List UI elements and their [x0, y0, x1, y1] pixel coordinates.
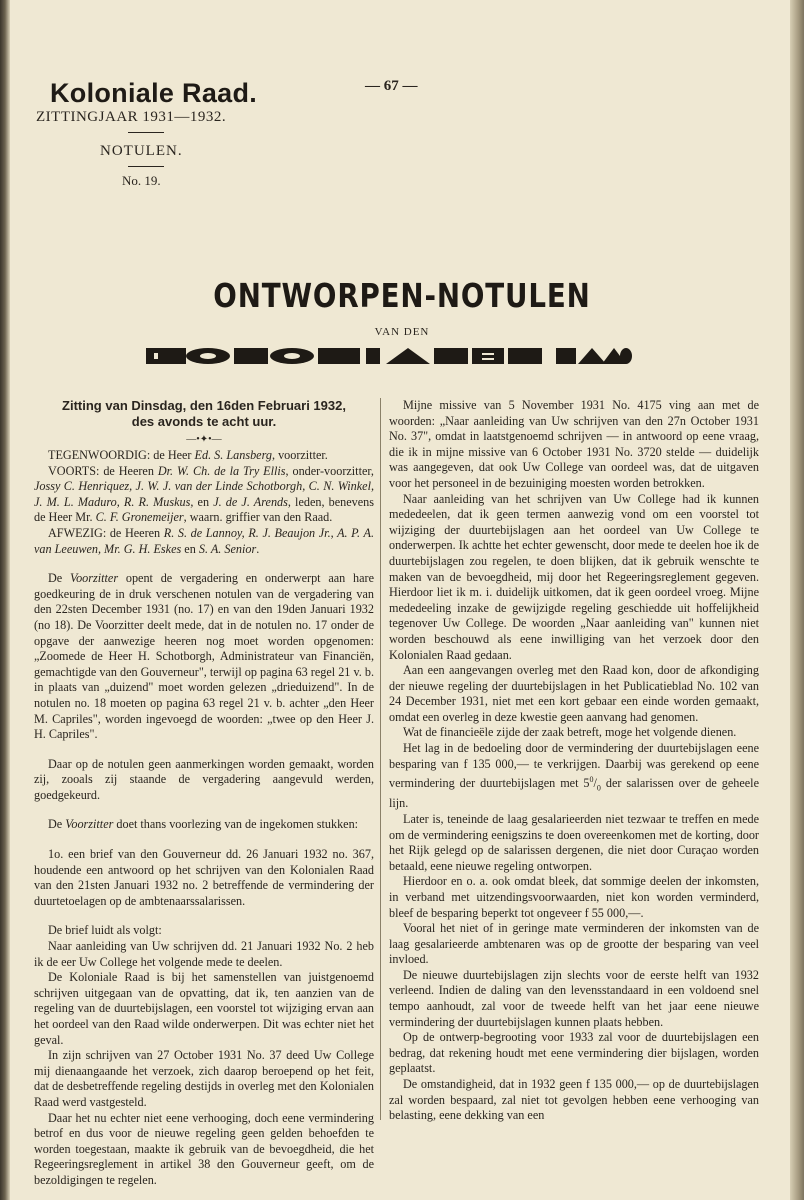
masthead-rule — [128, 132, 164, 133]
decorative-title-kolonialen-raad — [146, 344, 632, 368]
paragraph-opening: De Voorzitter opent de vergadering en onderwerpt aan hare goedkeuring de in druk verschenen notulen van de vergadering van den 22sten December 1931 (no. 17) en van den 19den Januari 1932 (no 18). De Voorzitter deelt mede, dat in de notulen no. 17 onder de opgave der aanwezige heeren nog moet worden opgenomen: „Zoomede de Heer H. Schotborgh, Administrateur van Financiën, gemachtigde van den Gouverneur", terwijl op pagina 63 regel 21 v. b. in plaats van „duizend" moet worden gelezen „drieduizend". In de notulen no. 18 moeten op pagina 63 regel 21 v. b. achter „den Heer M. Capriles", worden ingevoegd de woorden: „twee op den Heer J. H. Capriles". — [34, 571, 374, 742]
main-title: ONTWORPEN-NOTULEN — [213, 276, 591, 315]
paragraph-approval: Daar op de notulen geen aanmerkingen worden gemaakt, worden zij, zooals zij staande de vergadering aangevuld werden, goedgekeurd. — [34, 756, 374, 802]
subtitle-van-den: VAN DEN — [374, 326, 430, 338]
paragraph-right-9: De nieuwe duurtebijslagen zijn slechts voor de eerste helft van 1932 verleend. Indien de daling van den levensstandaard in een voldoend snel tempo aanhoudt, zal voor de tweede helft van het jaar eene nieuwe vermindering der duurtebijslagen kunnen plaats hebben. — [389, 967, 759, 1029]
paragraph-letter-intro: De brief luidt als volgt: — [48, 923, 162, 938]
attendance-others: VOORTS: de Heeren Dr. W. Ch. de la Try Ellis, onder-voorzitter, Jossy C. Henriquez, J. W. J. van der Linde Schotborgh, C. N. Winkel, J. M. L. Maduro, R. R. Muskus, en J. de J. Arends, leden, benevens de Heer Mr. C. F. Gronemeijer, waarn. griffier van den Raad. — [34, 463, 374, 525]
masthead-rule — [128, 166, 164, 167]
attendance-absent: AFWEZIG: de Heeren R. S. de Lannoy, R. J. Beaujon Jr., A. P. A. van Leeuwen, Mr. G. H. Eskes en S. A. Senior. — [34, 525, 374, 556]
attendance-present: TEGENWOORDIG: de Heer Ed. S. Lansberg, voorzitter. — [48, 448, 328, 462]
paragraph-right-8: Vooral het niet of in geringe mate verminderen der inkomsten van de laag gesalarieerde ambtenaren was op de grootte der besparing van veel invloed. — [389, 921, 759, 967]
column-divider — [380, 398, 381, 1120]
paragraph-right-4: Wat de financieële zijde der zaak betreft, moge het volgende dienen. — [403, 725, 737, 740]
page-right-edge — [790, 0, 804, 1200]
paragraph-right-1: Mijne missive van 5 November 1931 No. 4175 ving aan met de woorden: „Naar aanleiding van Uw schrijven van den 27n October 1931 No. 37", omdat in laatstgenoemd schrijven — in antwoord op eene vraag, die ik in mijne missive van 6 October 1931 No. 3720 stelde — duidelijk was aangegeven, dat ook Uw College van oordeel was, dat de uitgaven voor het personeel in de bezuiniging moesten worden betrokken. — [389, 398, 759, 490]
masthead-title: Koloniale Raad. — [50, 78, 258, 108]
paragraph-right-10: Op de ontwerp-begrooting voor 1933 zal voor de duurtebijslagen een bedrag, dat rekening houdt met eene vermindering dier bijslagen, worden geplaatst. — [389, 1030, 759, 1076]
ornament: —•✦•— — [186, 434, 222, 445]
masthead-notulen: NOTULEN. — [100, 143, 183, 159]
paragraph-letter-4: Daar het nu echter niet eene verhooging, doch eene vermindering betrof en dus voor de nieuwe regeling geen gelden behoefden te worden toegestaan, maakte ik gebruik van de bevoegdheid, die het Regeeringsreglement in artikel 38 den Gouverneur geeft, om de bezoldigingen te regelen. — [34, 1110, 374, 1187]
session-title-line1: Zitting van Dinsdag, den 16den Februari 1932, — [62, 398, 346, 413]
paragraph-item-1: 1o. een brief van den Gouverneur dd. 26 Januari 1932 no. 367, houdende een antwoord op het schrijven van den Kolonialen Raad van den 21sten Januari 1932 no. 2 betreffende de vermindering der duurtetoelagen op de ambtenaarssalarissen. — [34, 847, 374, 908]
page-number: — 67 — — [365, 78, 418, 94]
left-column — [34, 398, 374, 1189]
paragraph-letter-1: Naar aanleiding van Uw schrijven dd. 21 Januari 1932 No. 2 heb ik de eer Uw College het volgende mede te deelen. — [34, 939, 374, 969]
paragraph-right-2: Naar aanleiding van het schrijven van Uw College had ik kunnen mededeelen, dat ik geen termen aanwezig vond om een voorstel tot wijziging der duurtebijslagen aan het oordeel van Uw College te onderwerpen. Ik achtte het echter gewenscht, door mede te deelen hoe ik de duurtebijslagen zou regelen, te doen blijken, dat ik gebruik wenschte te maken van de bevoegdheid, mij door het Regeeringsreglement gegeven. Hierdoor liet ik m. i. duidelijk uitkomen, dat ik geen oordeel vroeg. Mijne mededeeling inzake de gewijzigde regeling geschiedde uit hoffelijkheid tegenover Uw College. De woorden „Naar aanleiding van" kunnen niet worden beschouwd als eene inwilliging van het verzoek door den Kolonialen Raad gedaan. — [389, 491, 759, 662]
masthead-number: No. 19. — [122, 173, 161, 188]
paragraph-right-7: Hierdoor en o. a. ook omdat bleek, dat sommige deelen der inkomsten, in verband met uitzendingsvoorwaarden, niet kon worden verminderd, bleef de besparing beperkt tot ongeveer f 55 000,—. — [389, 874, 759, 920]
session-title-line2: des avonds te acht uur. — [131, 414, 277, 429]
paragraph-letter-3: In zijn schrijven van 27 October 1931 No. 37 deed Uw College mij dienaangaande het verzoek, zich daarop beroepend op het feit, dat de desbetreffende regeling destijds in overleg met den Kolonialen Raad werd vastgesteld. — [34, 1048, 374, 1109]
session-title — [34, 398, 374, 430]
paragraph-right-6: Later is, teneinde de laag gesalarieerden niet tezwaar te treffen en mede om de vermindering eenigszins te doen overeenkomen met de korting, door het Rijk gelegd op de salarissen dergenen, die niet door Curaçao worden betaald, eene nieuwe regeling ontworpen. — [389, 811, 759, 873]
page-binding-edge — [0, 0, 10, 1200]
paragraph-right-11: De omstandigheid, dat in 1932 geen f 135 000,— op de duurtebijslagen zal worden bespaard, zal niet tot gevolgen hebben eene verhooging van belasting, eene dekking van een — [389, 1077, 759, 1123]
paragraph-letter-2: De Koloniale Raad is bij het samenstellen van juistgenoemd schrijven uitgegaan van de opvatting, dat ik, ten aanzien van de regeling van de duurtebijslagen, een voorstel tot wijziging ervan aan het oordeel van den Raad wilde onderwerpen. Dit was echter niet het geval. — [34, 970, 374, 1047]
paragraph-reading: De Voorzitter doet thans voorlezing van de ingekomen stukken: — [48, 817, 359, 832]
paragraph-right-5: Het lag in de bedoeling door de vermindering der duurtebijslagen eene besparing van f 135 000,— te verkrijgen. Daarbij was gerekend op eene vermindering der duurtebijslagen met $5^0/_0$ der salarissen over de geheele lijn. — [389, 741, 759, 811]
paragraph-right-3: Aan een aangevangen overleg met den Raad kon, door de afkondiging der nieuwe regeling der duurtebijslagen in het Publicatieblad No. 102 van 24 December 1931, niet met een kort gebaar een einde worden gemaakt, omdat een overleg in deze kwestie geen aanvang had genomen. — [389, 663, 759, 724]
masthead-year: ZITTINGJAAR 1931—1932. — [36, 109, 227, 125]
right-column — [389, 398, 759, 1124]
